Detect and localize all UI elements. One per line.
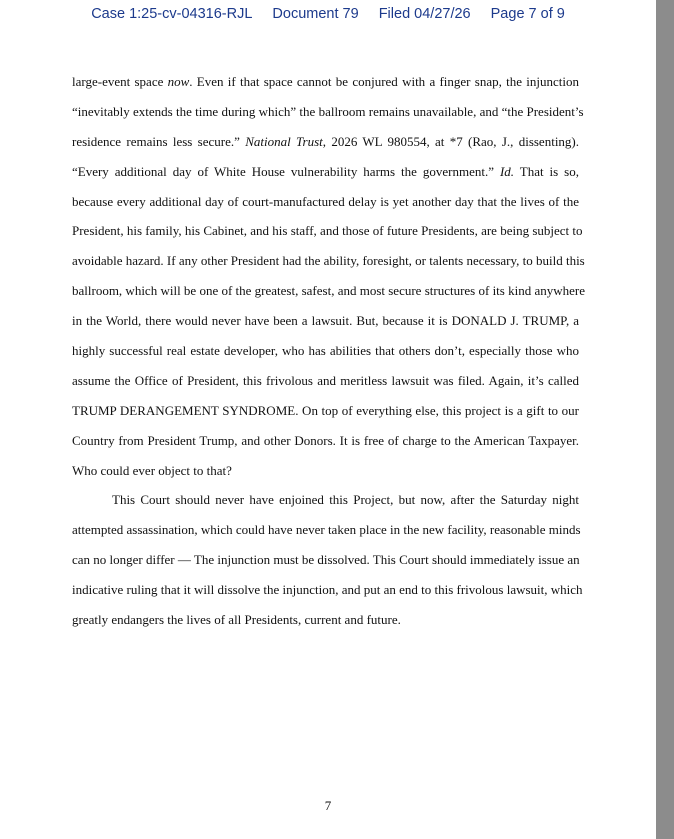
text-line-14: Who could ever object to that? [72,462,232,478]
ecf-header [0,6,656,22]
text-line-4: “Every additional day of White House vulnerability harms the government.” Id. That is so, [72,163,579,179]
filed-date: Filed 04/27/26 [378,6,471,22]
text-line-13: Country from President Trump, and other Donors. It is free of charge to the American Taxpayer. [72,432,579,448]
text-line-9: in the World, there would never have been a lawsuit. But, because it is DONALD J. TRUMP, a [72,313,579,329]
text-line-17: can no longer differ — The injunction must be dissolved. This Court should immediately issue an [72,552,580,568]
text-line-11: assume the Office of President, this frivolous and meritless lawsuit was filed. Again, it’s called [72,372,579,388]
text-line-19: greatly endangers the lives of all Presidents, current and future. [72,612,401,628]
text-line-16: attempted assassination, which could have never taken place in the new facility, reasonable minds [72,522,581,538]
case-number: Case 1:25-cv-04316-RJL [91,6,253,22]
document-number: Document 79 [272,6,359,22]
viewer-scrollbar[interactable] [656,0,674,839]
page-number: 7 [324,798,332,813]
text-line-10: highly successful real estate developer, who has abilities that others don’t, especially those who [72,343,579,359]
text-line-2: “inevitably extends the time during which” the ballroom remains unavailable, and “the President’s [72,103,584,119]
text-line-8: ballroom, which will be one of the greatest, safest, and most secure structures of its kind anywhere [72,283,585,299]
text-line-18: indicative ruling that it will dissolve the injunction, and put an end to this frivolous lawsuit, which [72,582,583,598]
text-line-5: because every additional day of court-manufactured delay is yet another day that the lives of the [72,193,579,209]
text-line-1: large-event space now. Even if that space cannot be conjured with a finger snap, the injunction [72,74,579,89]
text-line-12: TRUMP DERANGEMENT SYNDROME. On top of everything else, this project is a gift to our [72,402,579,418]
text-line-15: This Court should never have enjoined this Project, but now, after the Saturday night [112,492,579,508]
text-line-6: President, his family, his Cabinet, and his staff, and those of future Presidents, are being subject to [72,223,583,239]
text-line-3: residence remains less secure.” National Trust, 2026 WL 980554, at *7 (Rao, J., dissenting). [72,133,580,149]
page-of: Page 7 of 9 [490,6,565,22]
text-line-7: avoidable hazard. If any other President had the ability, foresight, or talents necessary, to build this [72,253,585,269]
document-body [72,67,585,635]
